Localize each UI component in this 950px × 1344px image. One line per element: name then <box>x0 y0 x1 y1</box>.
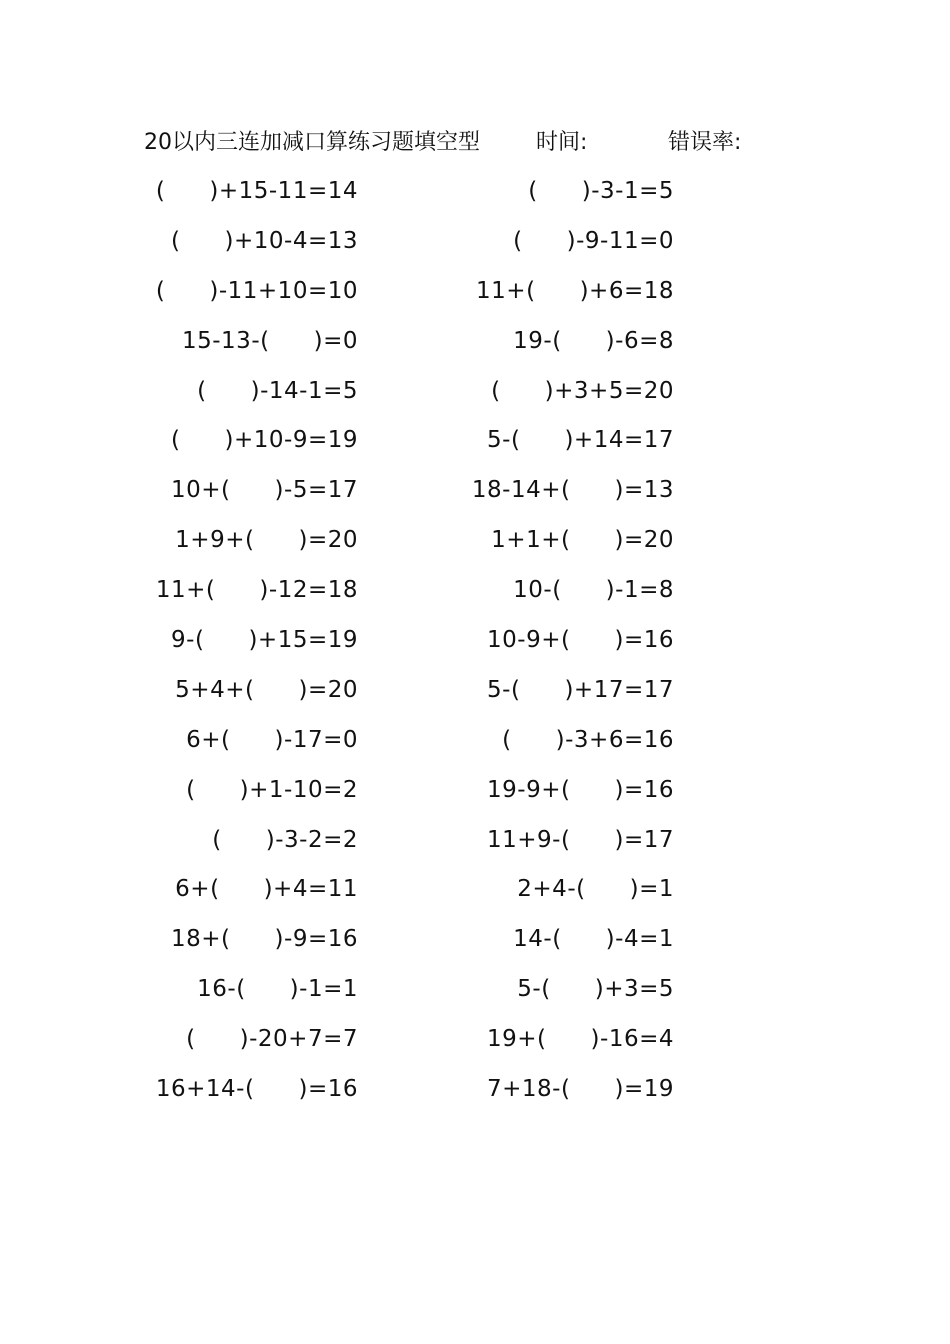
blank-close-paren: ) <box>239 1026 250 1053</box>
blank-close-paren: ) <box>614 776 624 803</box>
blank-open-paren: ( <box>171 227 181 254</box>
problem-left <box>175 871 358 907</box>
expression-before-blank: 7+18- <box>487 1076 561 1103</box>
expression-after-blank: -16=4 <box>600 1026 674 1053</box>
blank-open-paren: ( <box>560 1076 571 1103</box>
problem-left <box>171 422 358 458</box>
blank-close-paren: ) <box>614 477 624 504</box>
blank-close-paren: ) <box>629 876 640 903</box>
problem-right <box>517 971 674 1007</box>
expression-before-blank: 5- <box>517 976 542 1003</box>
expression-after-blank: =0 <box>323 327 358 354</box>
expression-after-blank: +15-11=14 <box>218 178 358 204</box>
expression-after-blank: =16 <box>623 627 674 654</box>
problem-right <box>487 422 674 458</box>
blank-open-paren: ( <box>212 826 222 853</box>
problem-left <box>156 173 358 209</box>
problem-row <box>144 522 704 572</box>
expression-after-blank: =13 <box>623 477 674 504</box>
expression-after-blank: +17=17 <box>573 676 674 703</box>
problem-right <box>528 173 674 209</box>
blank-open-paren: ( <box>510 676 521 703</box>
blank-close-paren: ) <box>614 627 624 654</box>
problem-row <box>144 472 704 522</box>
blank-open-paren: ( <box>560 477 571 504</box>
time-label: 时间: <box>536 130 588 155</box>
problem-row <box>144 622 704 672</box>
problem-left <box>156 1071 358 1107</box>
blank-open-paren: ( <box>560 527 571 554</box>
blank-close-paren: ) <box>605 577 616 604</box>
expression-after-blank: -5=17 <box>284 477 358 504</box>
problem-left <box>171 622 358 658</box>
problem-right <box>513 223 674 259</box>
worksheet-title: 20以内三连加减口算练习题填空型 <box>144 130 480 155</box>
expression-before-blank: 5- <box>487 676 511 703</box>
problem-row <box>144 971 704 1021</box>
blank-open-paren: ( <box>502 726 512 753</box>
blank-close-paren: ) <box>209 277 219 304</box>
problem-right <box>513 572 674 608</box>
expression-after-blank: -17=0 <box>284 726 358 753</box>
problem-right <box>487 822 674 858</box>
expression-after-blank: =19 <box>623 1076 674 1103</box>
expression-after-blank: =20 <box>307 676 358 703</box>
expression-after-blank: -9-11=0 <box>576 227 674 254</box>
blank-close-paren: ) <box>564 676 574 703</box>
expression-before-blank: 1+1+ <box>491 527 561 554</box>
expression-after-blank: +3=5 <box>604 976 674 1003</box>
problem-row <box>144 672 704 722</box>
blank-open-paren: ( <box>221 926 231 953</box>
expression-after-blank: -1=1 <box>299 976 358 1003</box>
blank-open-paren: ( <box>197 377 207 404</box>
expression-after-blank: =20 <box>307 527 358 554</box>
expression-after-blank: =1 <box>639 876 674 903</box>
problem-row <box>144 1021 704 1071</box>
blank-open-paren: ( <box>221 726 231 753</box>
blank-close-paren: ) <box>605 926 616 953</box>
blank-close-paren: ) <box>274 926 285 953</box>
blank-close-paren: ) <box>289 976 300 1003</box>
problem-row <box>144 273 704 323</box>
expression-before-blank: 10- <box>513 577 553 604</box>
blank-open-paren: ( <box>560 627 571 654</box>
expression-after-blank: +4=11 <box>273 876 358 903</box>
expression-before-blank: 11+ <box>476 277 527 304</box>
problem-left <box>171 472 358 508</box>
blank-open-paren: ( <box>560 776 571 803</box>
expression-after-blank: +3+5=20 <box>554 377 674 404</box>
problem-left <box>186 1021 358 1057</box>
blank-close-paren: ) <box>544 377 555 404</box>
expression-after-blank: -9=16 <box>284 926 358 953</box>
problem-left <box>212 822 358 858</box>
blank-close-paren: ) <box>224 427 234 454</box>
expression-after-blank: -3-1=5 <box>591 178 674 204</box>
blank-open-paren: ( <box>526 277 536 304</box>
blank-open-paren: ( <box>244 676 255 703</box>
problem-left <box>197 971 358 1007</box>
problem-right <box>487 1071 674 1107</box>
problem-row <box>144 373 704 423</box>
problem-row <box>144 323 704 373</box>
blank-open-paren: ( <box>171 427 181 454</box>
expression-before-blank: 16- <box>197 976 237 1003</box>
expression-before-blank: 11+9- <box>487 826 561 853</box>
blank-close-paren: ) <box>274 726 285 753</box>
expression-after-blank: +1-10=2 <box>249 776 358 803</box>
blank-close-paren: ) <box>298 527 308 554</box>
problem-right <box>487 1021 674 1057</box>
expression-after-blank: -3+6=16 <box>565 726 674 753</box>
expression-before-blank: 5+4+ <box>175 676 245 703</box>
blank-close-paren: ) <box>564 427 574 454</box>
blank-open-paren: ( <box>221 477 231 504</box>
problem-row <box>144 822 704 872</box>
blank-open-paren: ( <box>155 178 166 204</box>
expression-before-blank: 6+ <box>175 876 211 903</box>
worksheet-header <box>144 126 784 160</box>
expression-before-blank: 2+4- <box>517 876 577 903</box>
blank-close-paren: ) <box>614 826 624 853</box>
expression-after-blank: -6=8 <box>615 327 674 354</box>
problem-left <box>156 572 358 608</box>
problem-row <box>144 871 704 921</box>
expression-before-blank: 16+14- <box>155 1076 245 1103</box>
blank-open-paren: ( <box>491 377 501 404</box>
problem-right <box>487 772 674 808</box>
blank-open-paren: ( <box>210 876 220 903</box>
problem-left <box>171 921 358 957</box>
blank-open-paren: ( <box>552 926 562 953</box>
blank-close-paren: ) <box>555 726 566 753</box>
blank-close-paren: ) <box>263 876 274 903</box>
expression-before-blank: 11+ <box>155 577 206 604</box>
expression-before-blank: 15-13- <box>181 327 261 354</box>
problem-row <box>144 722 704 772</box>
problem-right <box>491 373 674 409</box>
blank-open-paren: ( <box>244 1076 255 1103</box>
blank-close-paren: ) <box>566 227 577 254</box>
blank-close-paren: ) <box>250 377 261 404</box>
blank-open-paren: ( <box>552 327 562 354</box>
expression-before-blank: 19-9+ <box>487 776 561 803</box>
expression-after-blank: =20 <box>623 527 674 554</box>
expression-after-blank: -11+10=10 <box>218 277 358 304</box>
blank-close-paren: ) <box>605 327 616 354</box>
problem-row <box>144 223 704 273</box>
problem-row <box>144 772 704 822</box>
blank-close-paren: ) <box>239 776 250 803</box>
blank-open-paren: ( <box>244 527 255 554</box>
problem-left <box>186 722 358 758</box>
problem-row <box>144 422 704 472</box>
expression-after-blank: -20+7=7 <box>249 1026 358 1053</box>
problem-row <box>144 173 704 223</box>
problem-left <box>171 223 358 259</box>
blank-close-paren: ) <box>265 826 276 853</box>
problem-right <box>487 672 674 708</box>
blank-open-paren: ( <box>186 776 196 803</box>
problem-left <box>197 373 358 409</box>
expression-after-blank: -4=1 <box>615 926 674 953</box>
problem-left <box>156 273 358 309</box>
problem-right <box>517 871 674 907</box>
blank-close-paren: ) <box>313 327 324 354</box>
expression-before-blank: 19+ <box>487 1026 538 1053</box>
blank-open-paren: ( <box>576 876 586 903</box>
blank-open-paren: ( <box>194 627 205 654</box>
problem-right <box>476 273 674 309</box>
blank-close-paren: ) <box>298 1076 308 1103</box>
blank-close-paren: ) <box>298 676 308 703</box>
problem-right <box>491 522 674 558</box>
problem-right <box>502 722 674 758</box>
problem-row <box>144 572 704 622</box>
expression-before-blank: 10+ <box>171 477 222 504</box>
blank-close-paren: ) <box>209 178 219 204</box>
expression-after-blank: -1=8 <box>615 577 674 604</box>
problem-grid <box>144 173 704 1121</box>
blank-open-paren: ( <box>155 277 166 304</box>
expression-before-blank: 10-9+ <box>487 627 561 654</box>
expression-after-blank: -12=18 <box>268 577 358 604</box>
blank-close-paren: ) <box>579 277 590 304</box>
blank-close-paren: ) <box>581 178 592 204</box>
blank-open-paren: ( <box>510 427 521 454</box>
problem-right <box>513 921 674 957</box>
blank-open-paren: ( <box>537 1026 547 1053</box>
problem-left <box>186 772 358 808</box>
blank-open-paren: ( <box>528 178 538 204</box>
problem-row <box>144 921 704 971</box>
problem-right <box>513 323 674 359</box>
expression-before-blank: 5- <box>487 427 511 454</box>
expression-after-blank: +6=18 <box>589 277 674 304</box>
expression-after-blank: =17 <box>623 826 674 853</box>
expression-after-blank: -3-2=2 <box>275 826 358 853</box>
expression-before-blank: 18+ <box>171 926 222 953</box>
problem-left <box>182 323 358 359</box>
expression-after-blank: -14-1=5 <box>260 377 358 404</box>
problem-right <box>487 622 674 658</box>
problem-right <box>472 472 674 508</box>
expression-before-blank: 1+9+ <box>175 527 245 554</box>
problem-row <box>144 1071 704 1121</box>
expression-before-blank: 14- <box>513 926 553 953</box>
blank-close-paren: ) <box>248 627 258 654</box>
expression-before-blank: 6+ <box>186 726 222 753</box>
expression-after-blank: +14=17 <box>573 427 674 454</box>
blank-open-paren: ( <box>552 577 562 604</box>
expression-before-blank: 9- <box>171 627 195 654</box>
error-rate-label: 错误率: <box>668 130 742 155</box>
blank-close-paren: ) <box>274 477 285 504</box>
blank-close-paren: ) <box>614 1076 624 1103</box>
blank-open-paren: ( <box>205 577 216 604</box>
problem-left <box>175 672 358 708</box>
blank-close-paren: ) <box>224 227 234 254</box>
blank-close-paren: ) <box>259 577 269 604</box>
blank-open-paren: ( <box>186 1026 196 1053</box>
blank-close-paren: ) <box>614 527 624 554</box>
blank-open-paren: ( <box>236 976 246 1003</box>
expression-before-blank: 19- <box>513 327 553 354</box>
expression-after-blank: +10-9=19 <box>233 427 358 454</box>
problem-left <box>175 522 358 558</box>
blank-close-paren: ) <box>594 976 605 1003</box>
expression-before-blank: 18-14+ <box>471 477 561 504</box>
expression-after-blank: =16 <box>307 1076 358 1103</box>
expression-after-blank: =16 <box>623 776 674 803</box>
blank-open-paren: ( <box>541 976 551 1003</box>
blank-open-paren: ( <box>560 826 571 853</box>
blank-open-paren: ( <box>513 227 523 254</box>
blank-close-paren: ) <box>590 1026 601 1053</box>
blank-open-paren: ( <box>260 327 270 354</box>
expression-after-blank: +15=19 <box>257 627 358 654</box>
expression-after-blank: +10-4=13 <box>233 227 358 254</box>
